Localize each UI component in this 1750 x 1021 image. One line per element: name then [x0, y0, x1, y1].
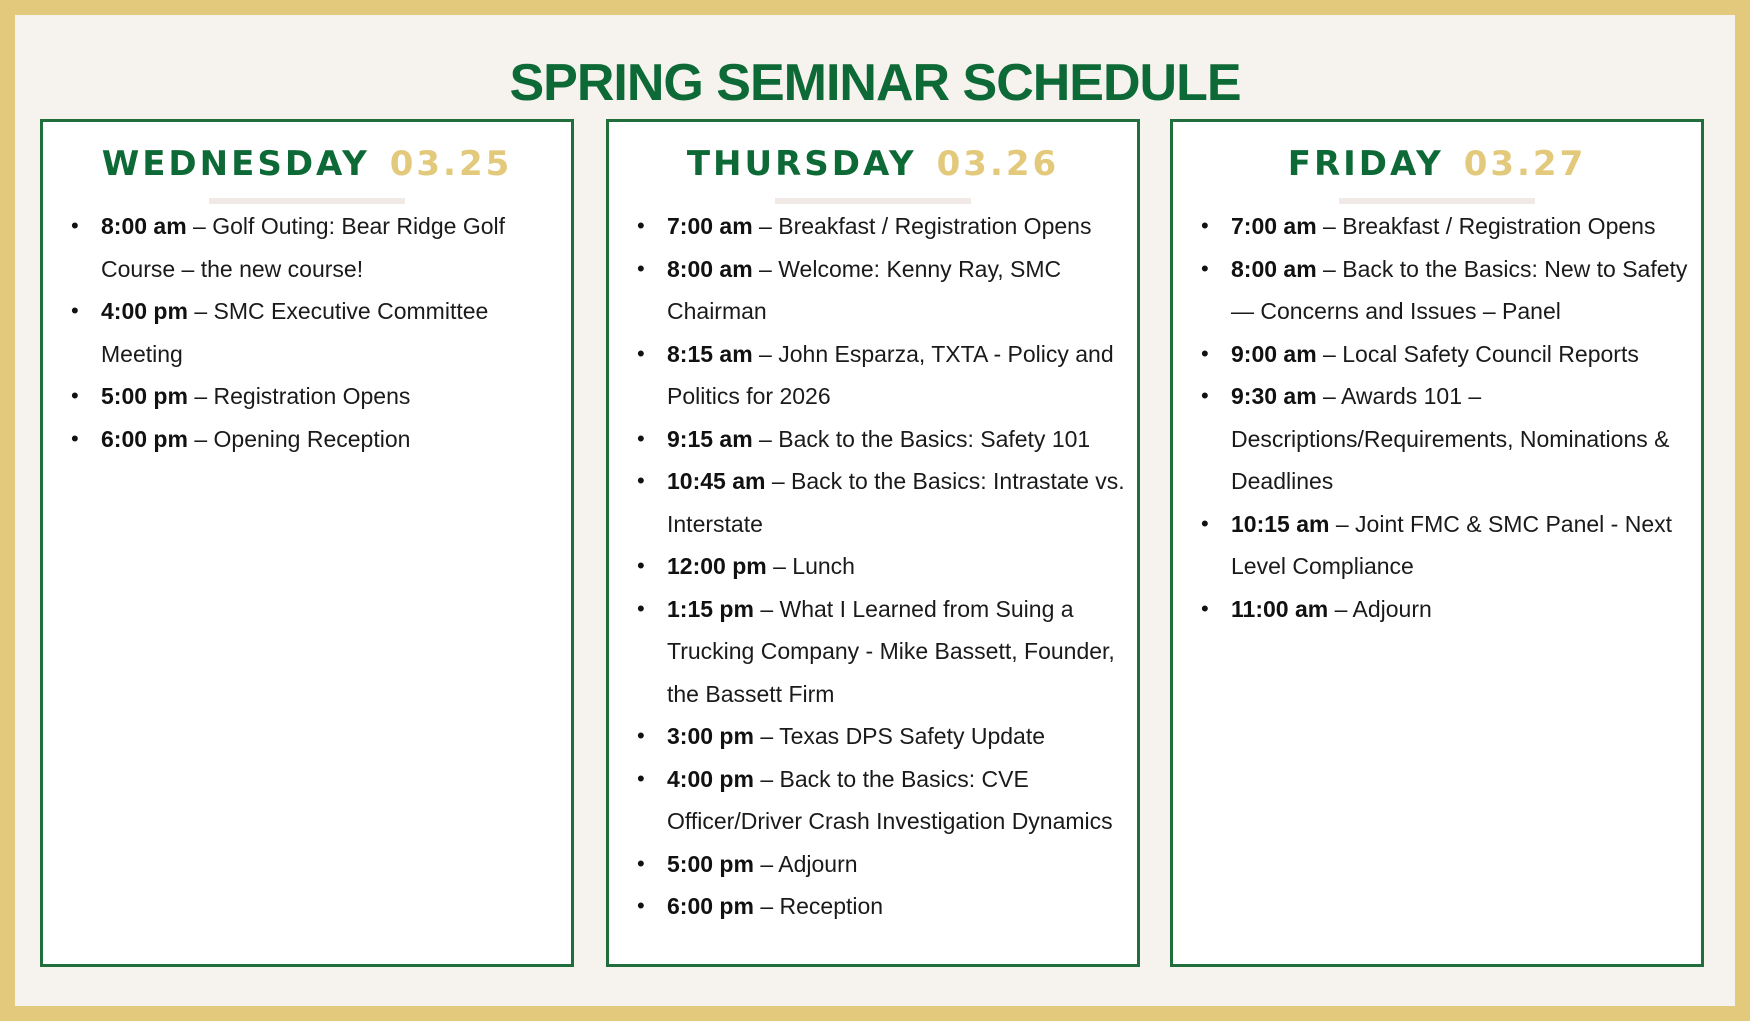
bullet-icon: •	[637, 850, 645, 876]
session-item	[637, 205, 1125, 248]
session-description: – John Esparza, TXTA - Policy and Politics for 2026	[667, 340, 1114, 409]
session-item	[1201, 333, 1689, 376]
session-description: – Adjourn	[753, 850, 858, 877]
bullet-icon: •	[637, 595, 645, 621]
session-item	[637, 758, 1125, 843]
session-description: – Back to the Basics: CVE Officer/Driver Crash Investigation Dynamics	[667, 765, 1113, 834]
session-description: – Awards 101 – Descriptions/Requirements, Nominations & Deadlines	[1231, 383, 1670, 494]
session-time: 8:00 am	[667, 255, 753, 282]
session-time: 4:00 pm	[667, 765, 754, 792]
day-name: FRIDAY	[1287, 144, 1444, 184]
session-time: 3:00 pm	[667, 723, 754, 749]
session-list	[1201, 205, 1689, 630]
session-time: 7:00 am	[667, 213, 753, 239]
session-item	[71, 418, 559, 461]
session-item	[1201, 375, 1689, 503]
session-time: 9:15 am	[667, 425, 753, 452]
day-name: THURSDAY	[686, 144, 917, 184]
session-time: 12:00 pm	[667, 553, 767, 579]
session-time: 10:45 am	[667, 468, 766, 494]
session-description: – What I Learned from Suing a Trucking Company - Mike Bassett, Founder, the Bassett Firm	[667, 595, 1115, 707]
session-time: 8:00 am	[101, 213, 187, 239]
bullet-icon: •	[637, 553, 645, 578]
header-divider	[209, 198, 405, 204]
session-item	[637, 545, 1125, 588]
session-time: 8:00 am	[1231, 255, 1317, 282]
session-item	[637, 418, 1125, 461]
session-description: – Adjourn	[1328, 595, 1432, 622]
session-list	[71, 205, 559, 460]
session-time: 4:00 pm	[101, 298, 188, 324]
bullet-icon: •	[637, 723, 645, 748]
session-description: – Welcome: Kenny Ray, SMC Chairman	[667, 255, 1062, 324]
bullet-icon: •	[71, 383, 79, 408]
day-date: 03.26	[936, 144, 1060, 184]
day-column-thursday	[606, 119, 1140, 967]
header-divider	[775, 198, 971, 204]
session-time: 7:00 am	[1231, 213, 1317, 239]
day-column-wednesday	[40, 119, 574, 967]
session-time: 1:15 pm	[667, 595, 754, 622]
bullet-icon: •	[637, 893, 645, 918]
session-time: 9:30 am	[1231, 383, 1317, 409]
day-name: WEDNESDAY	[101, 144, 370, 184]
schedule-frame	[15, 15, 1735, 1006]
day-header	[1173, 144, 1701, 184]
session-time: 9:00 am	[1231, 340, 1317, 367]
header-divider	[1339, 198, 1535, 204]
session-time: 6:00 pm	[667, 893, 754, 919]
session-description: – Texas DPS Safety Update	[753, 723, 1046, 749]
day-column-friday	[1170, 119, 1704, 967]
bullet-icon: •	[71, 213, 79, 238]
bullet-icon: •	[637, 765, 645, 791]
session-description: – Back to the Basics: New to Safety — Concerns and Issues – Panel	[1231, 255, 1688, 324]
bullet-icon: •	[1201, 213, 1209, 238]
session-description: – Back to the Basics: Intrastate vs. Interstate	[667, 468, 1125, 537]
session-time: 6:00 pm	[101, 425, 188, 452]
session-item	[71, 290, 559, 375]
bullet-icon: •	[637, 213, 645, 238]
session-item	[1201, 248, 1689, 333]
session-description: – Back to the Basics: Safety 101	[752, 425, 1091, 452]
session-description: – Joint FMC & SMC Panel - Next Level Compliance	[1231, 510, 1673, 579]
day-header	[609, 144, 1137, 184]
bullet-icon: •	[1201, 510, 1209, 536]
session-item	[1201, 205, 1689, 248]
session-description: – SMC Executive Committee Meeting	[101, 298, 489, 367]
bullet-icon: •	[71, 298, 79, 323]
bullet-icon: •	[1201, 255, 1209, 281]
bullet-icon: •	[637, 340, 645, 366]
page-title: SPRING SEMINAR SCHEDULE	[509, 54, 1241, 112]
session-list	[637, 205, 1125, 928]
session-item	[637, 460, 1125, 545]
session-description: – Golf Outing: Bear Ridge Golf Course – the new course!	[101, 213, 505, 282]
session-time: 8:15 am	[667, 340, 753, 367]
day-date: 03.27	[1463, 144, 1587, 184]
session-description: – Reception	[753, 893, 884, 919]
bullet-icon: •	[71, 425, 79, 451]
session-item	[637, 588, 1125, 716]
session-item	[1201, 588, 1689, 631]
day-date: 03.25	[389, 144, 513, 184]
session-description: – Breakfast / Registration Opens	[1316, 213, 1656, 239]
session-item	[637, 885, 1125, 928]
session-item	[637, 843, 1125, 886]
session-item	[637, 248, 1125, 333]
session-time: 10:15 am	[1231, 510, 1330, 537]
bullet-icon: •	[1201, 340, 1209, 366]
session-description: – Registration Opens	[187, 383, 411, 409]
bullet-icon: •	[637, 255, 645, 281]
day-header	[43, 144, 571, 184]
session-item	[637, 333, 1125, 418]
session-item	[71, 375, 559, 418]
session-item	[1201, 503, 1689, 588]
session-description: – Opening Reception	[187, 425, 411, 452]
session-time: 5:00 pm	[101, 383, 188, 409]
session-time: 5:00 pm	[667, 850, 754, 877]
session-item	[71, 205, 559, 290]
bullet-icon: •	[1201, 595, 1209, 621]
session-time: 11:00 am	[1231, 595, 1329, 622]
session-description: – Local Safety Council Reports	[1316, 340, 1639, 367]
bullet-icon: •	[637, 425, 645, 451]
session-description: – Lunch	[766, 553, 855, 579]
bullet-icon: •	[1201, 383, 1209, 408]
session-item	[637, 715, 1125, 758]
session-description: – Breakfast / Registration Opens	[752, 213, 1092, 239]
bullet-icon: •	[637, 468, 645, 493]
